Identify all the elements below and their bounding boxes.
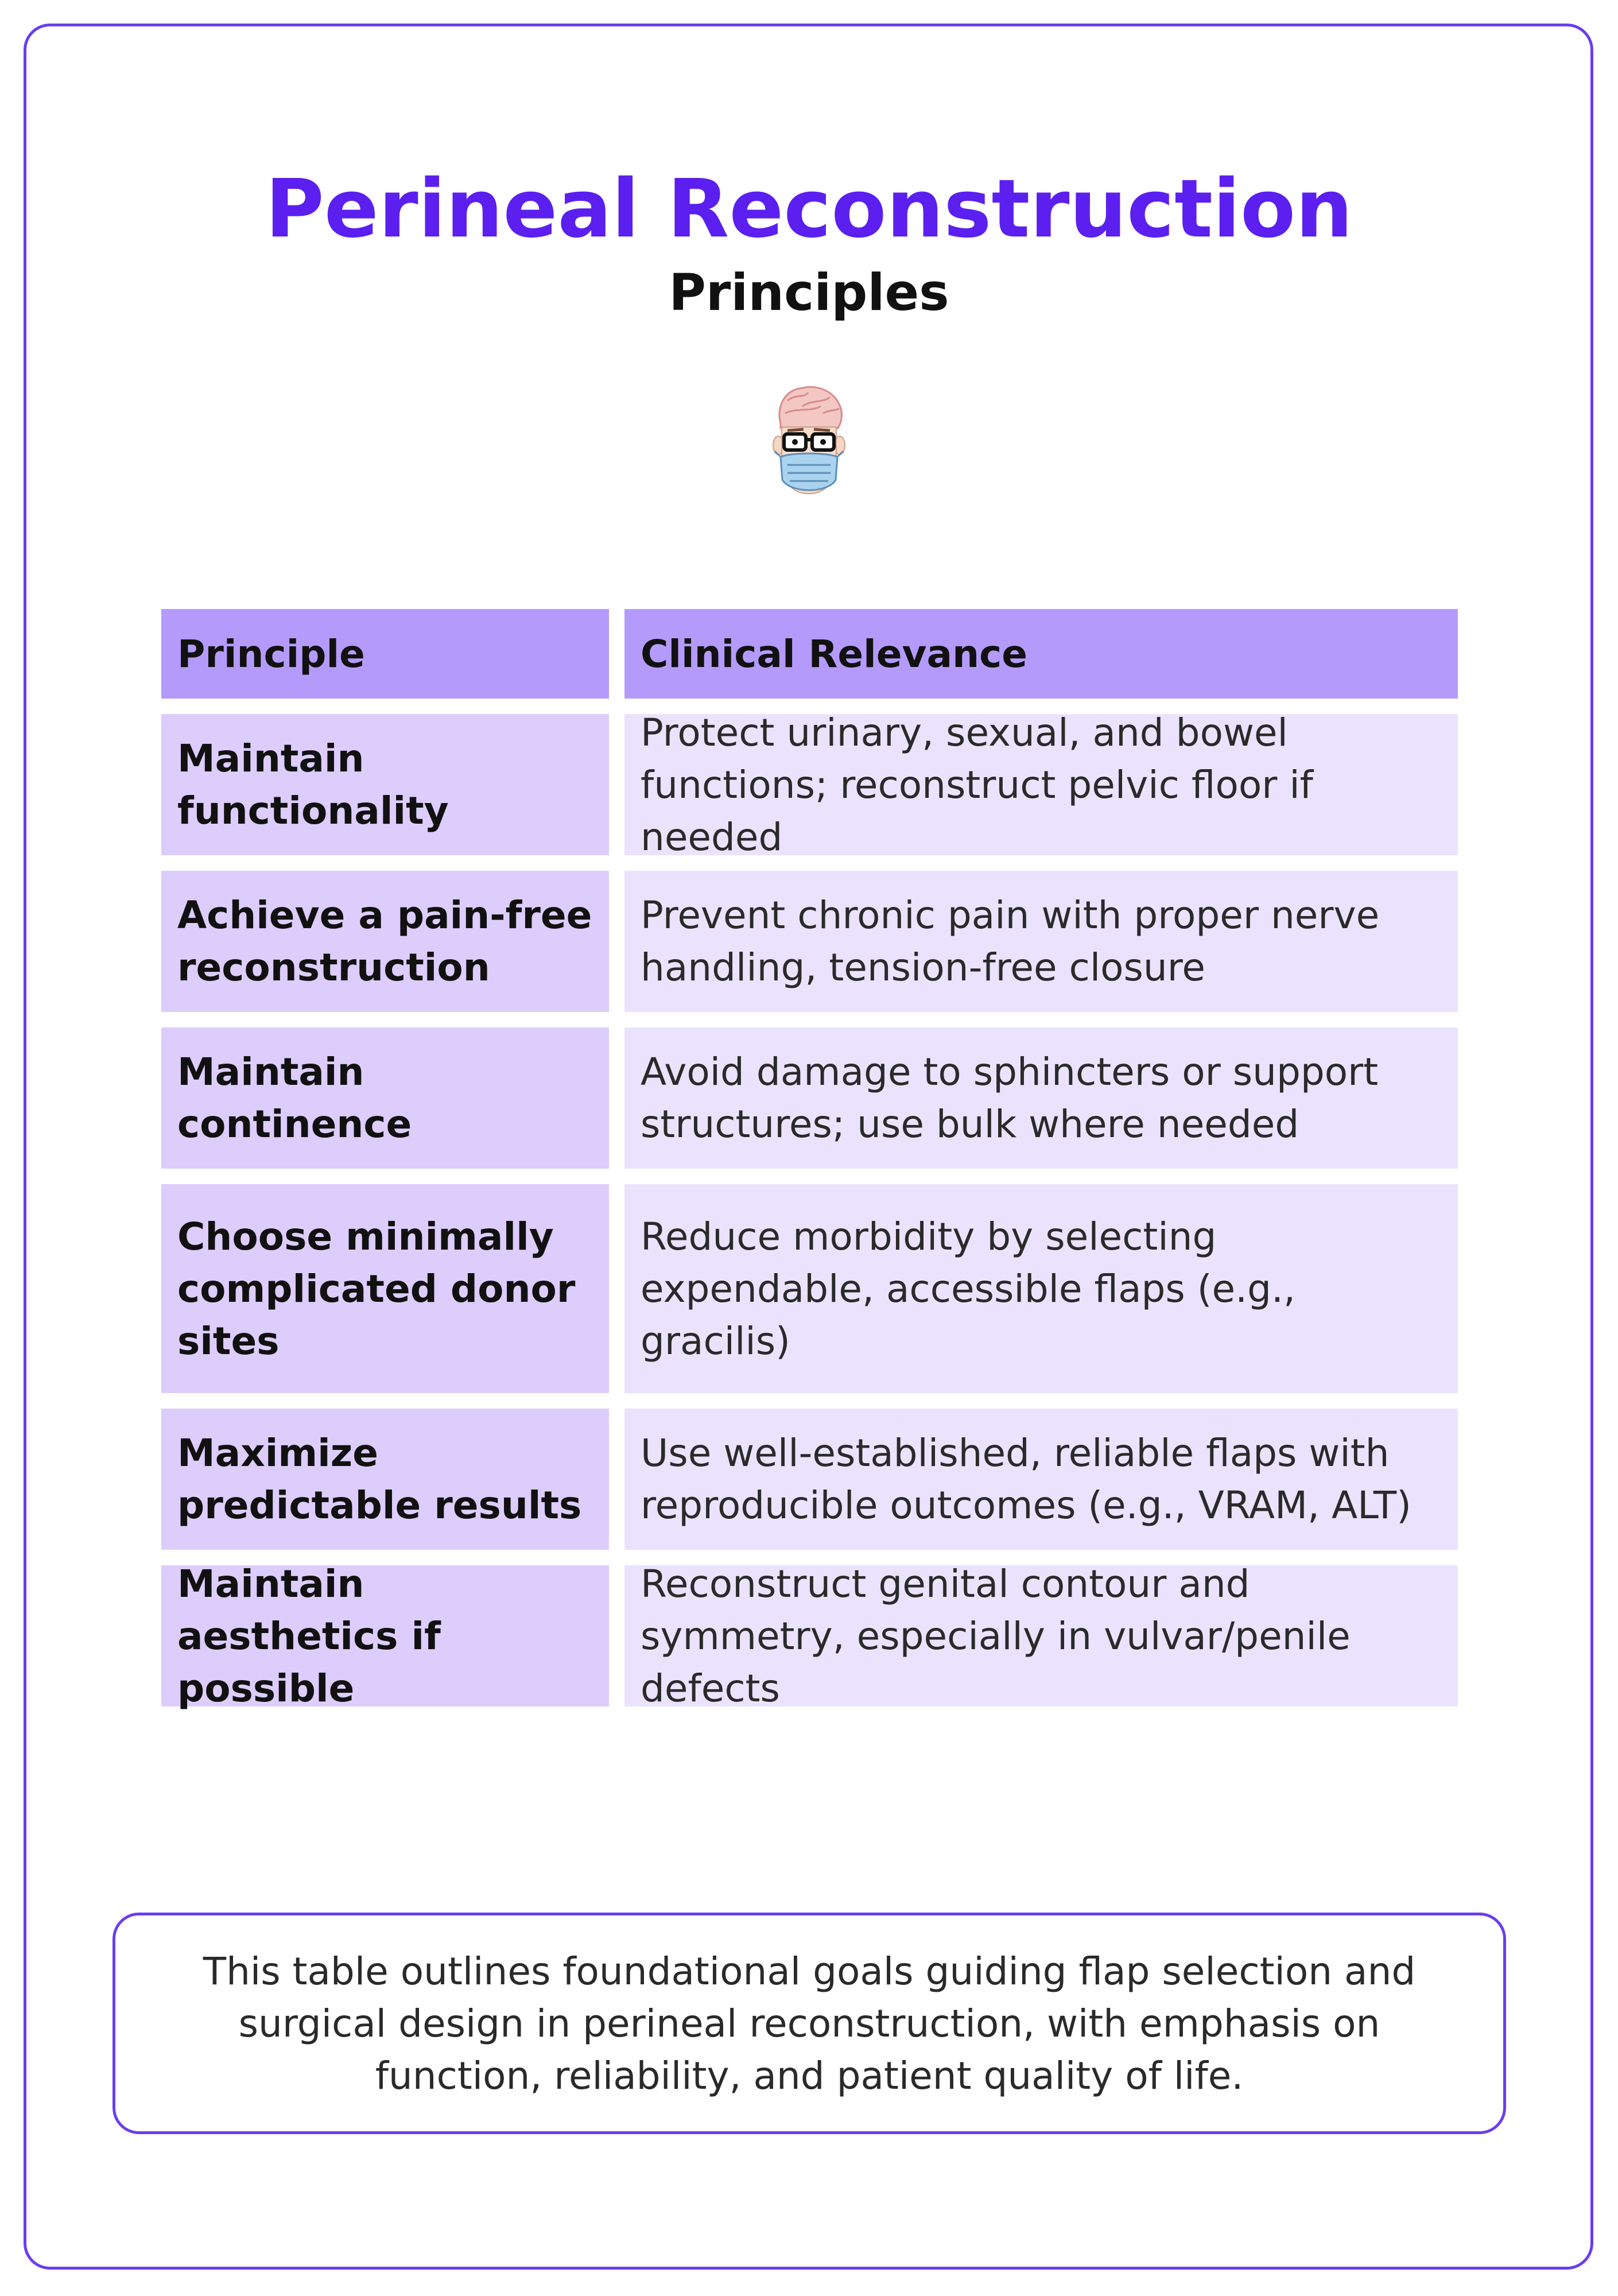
header-clinical-relevance: Clinical Relevance (624, 609, 1458, 699)
principle-cell: Maintain continence (161, 1027, 609, 1169)
table-row (161, 1409, 1458, 1550)
relevance-cell: Protect urinary, sexual, and bowel functions; reconstruct pelvic floor if needed (624, 714, 1458, 855)
principle-cell: Choose minimally complicated donor sites (161, 1184, 609, 1393)
relevance-cell: Avoid damage to sphincters or support structures; use bulk where needed (624, 1027, 1458, 1169)
table-row (161, 871, 1458, 1012)
relevance-cell: Prevent chronic pain with proper nerve handling, tension-free closure (624, 871, 1458, 1012)
principle-cell: Maintain aesthetics if possible (161, 1565, 609, 1707)
principle-cell: Maximize predictable results (161, 1409, 609, 1550)
table-row (161, 1561, 1458, 1711)
principle-cell: Achieve a pain-free reconstruction (161, 871, 609, 1012)
summary-note-text: This table outlines foundational goals guiding flap selection and surgical design in perineal reconstruction, with emphasis on function, reliability, and patient quality of life. (203, 1949, 1416, 2098)
principle-cell: Maintain functionality (161, 714, 609, 855)
table-row (161, 1027, 1458, 1169)
summary-note (112, 1913, 1506, 2134)
page-subtitle: Principles (669, 263, 949, 322)
table-row (161, 710, 1458, 859)
relevance-cell: Use well-established, reliable flaps with reproducible outcomes (e.g., VRAM, ALT) (624, 1409, 1458, 1550)
page-title: Perineal Reconstruction (265, 162, 1353, 256)
table-row (161, 1184, 1458, 1393)
relevance-cell: Reduce morbidity by selecting expendable, accessible flaps (e.g., gracilis) (624, 1184, 1458, 1393)
principles-table (161, 609, 1458, 1722)
relevance-cell: Reconstruct genital contour and symmetry, especially in vulvar/penile defects (624, 1565, 1458, 1707)
header-principle: Principle (161, 609, 609, 699)
table-header-row (161, 609, 1458, 699)
surgeon-avatar-icon (768, 383, 850, 498)
